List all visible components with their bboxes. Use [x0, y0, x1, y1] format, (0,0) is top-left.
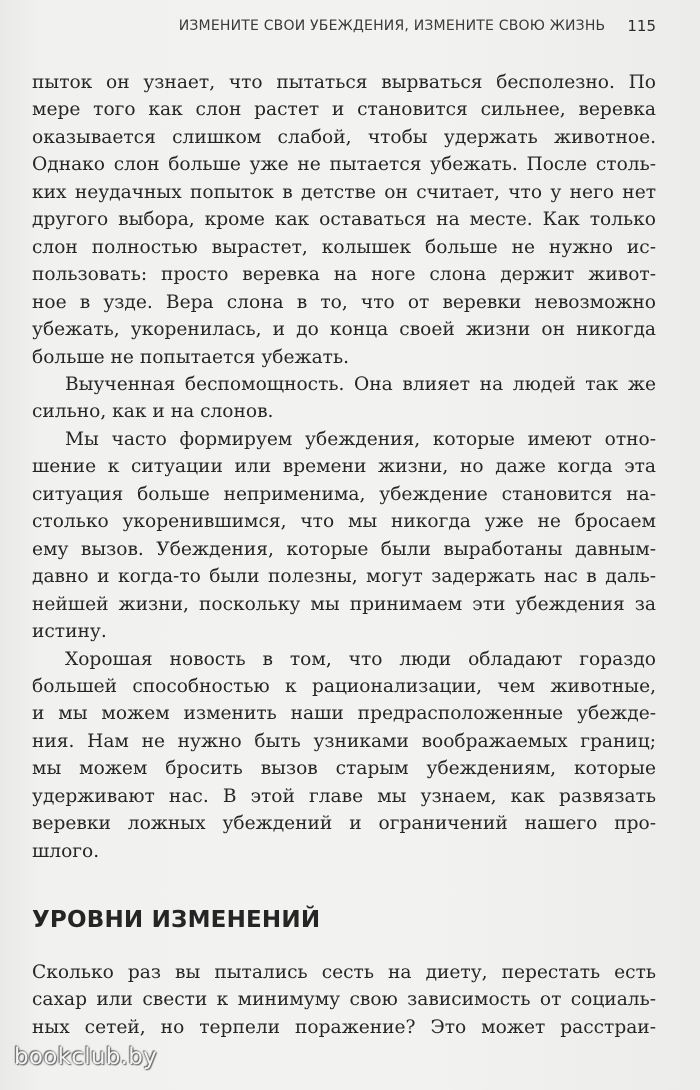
text-line: ния. Нам не нужно быть узниками воображаемых границ; — [32, 730, 656, 752]
text-line: сильно, как и на слонов. — [32, 401, 274, 423]
page-number: 115 — [627, 17, 656, 35]
text-line: ких неудачных попыток в детстве он считает, что у него нет — [32, 181, 656, 203]
text-line: ное в узде. Вера слона в то, что от веревки невозможно — [32, 291, 656, 313]
text-line: ситуация больше неприменима, убеждение становится на- — [32, 483, 656, 505]
text-line: шение к ситуации или времени жизни, но даже когда эта — [32, 456, 656, 478]
running-header — [32, 14, 656, 38]
running-header-title: ИЗМЕНИТЕ СВОИ УБЕЖДЕНИЯ, ИЗМЕНИТЕ СВОЮ ЖИЗНЬ — [178, 18, 606, 34]
watermark: bookclub.by — [14, 1044, 158, 1070]
text-line: другого выбора, кроме как оставаться на месте. Как только — [32, 209, 656, 231]
body-text — [32, 69, 656, 865]
text-line: Выученная беспомощность. Она влияет на людей так же — [65, 373, 656, 395]
text-line: нейшей жизни, поскольку мы принимаем эти убеждения за — [32, 593, 656, 615]
section-body-text — [32, 959, 656, 1041]
text-line: веревки ложных убеждений и ограничений нашего про- — [32, 813, 656, 835]
text-line: давно и когда-то были полезны, могут задержать нас в даль- — [32, 566, 656, 588]
text-line: ных сетей, но терпели поражение? Это может расстраи- — [32, 1016, 656, 1038]
text-line: ему вызов. Убеждения, которые были выработаны давным- — [32, 538, 656, 560]
text-line: Сколько раз вы пытались сесть на диету, перестать есть — [32, 962, 656, 983]
text-line: оказывается слишком слабой, чтобы удержать животное. — [32, 126, 656, 148]
text-line: Мы часто формируем убеждения, которые имеют отно- — [65, 428, 656, 450]
text-line: шлого. — [32, 840, 100, 862]
text-line: столько укоренившимся, что мы никогда уже не бросаем — [32, 511, 656, 533]
text-line: сахар или свести к минимуму свою зависимость от социаль- — [32, 989, 656, 1011]
text-line: удерживают нас. В этой главе мы узнаем, как развязать — [32, 785, 656, 807]
text-line: убежать, укоренилась, и до конца своей жизни он никогда — [32, 319, 656, 341]
text-line: пользовать: просто веревка на ноге слона держит живот- — [32, 264, 656, 286]
text-line: и мы можем изменить наши предрасположенные убежде- — [32, 703, 656, 725]
text-line: слон полностью вырастет, колышек больше не нужно ис- — [32, 236, 656, 258]
text-line: пыток он узнает, что пытаться вырваться бесполезно. По — [32, 72, 656, 93]
text-line: Однако слон больше уже не пытается убежать. После столь- — [32, 154, 656, 176]
text-line: мы можем бросить вызов старым убеждениям, которые — [32, 758, 656, 780]
text-line: Хорошая новость в том, что люди обладают гораздо — [65, 648, 656, 670]
section-heading: УРОВНИ ИЗМЕНЕНИЙ — [32, 907, 321, 933]
text-line: истину. — [32, 621, 107, 643]
text-line: большей способностью к рационализации, чем животные, — [32, 675, 656, 697]
text-line: больше не попытается убежать. — [32, 346, 349, 368]
text-line: мере того как слон растет и становится сильнее, веревка — [32, 99, 656, 121]
